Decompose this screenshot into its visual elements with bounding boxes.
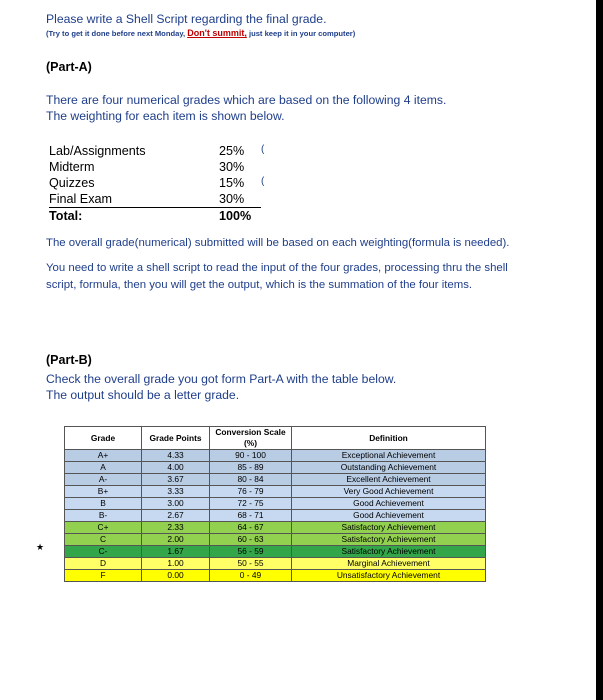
table-row xyxy=(65,462,486,474)
header-definition: Definition xyxy=(292,427,486,450)
cell-definition: Satisfactory Achievement xyxy=(292,534,486,546)
part-a-paragraph-2-line2: script, formula, then you will get the output, which is the summation of the four items. xyxy=(46,279,473,291)
deadline-note-prefix: (Try to get it done before next Monday, xyxy=(46,29,188,38)
weighting-label: Lab/Assignments xyxy=(49,144,146,158)
cell-grade: C- xyxy=(65,546,142,558)
table-row xyxy=(65,522,486,534)
table-row xyxy=(65,546,486,558)
deadline-note-emphasis: Don't summit, xyxy=(187,28,247,38)
header-grade-points: Grade Points xyxy=(142,427,210,450)
cell-definition: Very Good Achievement xyxy=(292,486,486,498)
part-a-paragraph-1: The overall grade(numerical) submitted will be based on each weighting(formula is needed). xyxy=(46,237,510,249)
cell-grade: A- xyxy=(65,474,142,486)
cell-scale: 85 - 89 xyxy=(210,462,292,474)
cell-scale: 90 - 100 xyxy=(210,450,292,462)
table-row xyxy=(65,510,486,522)
document-title: Please write a Shell Script regarding the final grade. xyxy=(46,12,327,26)
cell-definition: Satisfactory Achievement xyxy=(292,522,486,534)
part-b-line2: The output should be a letter grade. xyxy=(46,388,240,402)
cell-definition: Satisfactory Achievement xyxy=(292,546,486,558)
weighting-item xyxy=(49,191,261,208)
total-value: 100% xyxy=(219,209,252,223)
weighting-total xyxy=(49,208,261,224)
cell-definition: Good Achievement xyxy=(292,510,486,522)
grade-table-header xyxy=(65,427,486,450)
table-row xyxy=(65,570,486,582)
cell-points: 3.67 xyxy=(142,474,210,486)
part-a-paragraph-2-line1: You need to write a shell script to read the input of the four grades, processing thru the shell xyxy=(46,262,508,274)
cell-definition: Excellent Achievement xyxy=(292,474,486,486)
cell-scale: 50 - 55 xyxy=(210,558,292,570)
cell-scale: 60 - 63 xyxy=(210,534,292,546)
cell-scale: 56 - 59 xyxy=(210,546,292,558)
part-b-heading: (Part-B) xyxy=(46,353,92,367)
header-conversion-scale: Conversion Scale (%) xyxy=(210,427,292,450)
cell-grade: B xyxy=(65,498,142,510)
cell-points: 2.33 xyxy=(142,522,210,534)
header-grade: Grade xyxy=(65,427,142,450)
cell-scale: 68 - 71 xyxy=(210,510,292,522)
weighting-label: Midterm xyxy=(49,160,95,174)
cell-points: 0.00 xyxy=(142,570,210,582)
cell-grade: A xyxy=(65,462,142,474)
cell-grade: A+ xyxy=(65,450,142,462)
cell-definition: Exceptional Achievement xyxy=(292,450,486,462)
weighting-value: 15% xyxy=(219,176,245,190)
cell-definition: Marginal Achievement xyxy=(292,558,486,570)
weighting-item xyxy=(49,175,265,191)
part-a-heading: (Part-A) xyxy=(46,60,92,74)
cell-grade: C+ xyxy=(65,522,142,534)
cell-definition: Unsatisfactory Achievement xyxy=(292,570,486,582)
cell-points: 4.33 xyxy=(142,450,210,462)
cell-points: 2.67 xyxy=(142,510,210,522)
cell-points: 3.00 xyxy=(142,498,210,510)
cell-grade: B- xyxy=(65,510,142,522)
cell-grade: D xyxy=(65,558,142,570)
cell-scale: 0 - 49 xyxy=(210,570,292,582)
cell-definition: Good Achievement xyxy=(292,498,486,510)
deadline-note-suffix: just keep it in your computer) xyxy=(246,29,356,38)
weighting-value: 30% xyxy=(219,192,245,206)
table-row xyxy=(65,474,486,486)
weighting-label: Quizzes xyxy=(49,176,95,190)
cell-scale: 76 - 79 xyxy=(210,486,292,498)
deadline-note xyxy=(46,28,355,38)
weighting-value: 25% xyxy=(219,144,245,158)
weighting-value: 30% xyxy=(219,160,245,174)
cell-definition: Outstanding Achievement xyxy=(292,462,486,474)
weighting-list xyxy=(49,143,265,224)
cell-grade: F xyxy=(65,570,142,582)
table-row xyxy=(65,450,486,462)
grade-table xyxy=(64,426,486,582)
star-marker: ★ xyxy=(36,542,45,552)
table-row xyxy=(65,558,486,570)
cell-grade: C xyxy=(65,534,142,546)
part-a-intro-line2: The weighting for each item is shown below. xyxy=(46,109,285,123)
weighting-paren: ( xyxy=(261,176,265,187)
weighting-item xyxy=(49,143,265,159)
weighting-label: Final Exam xyxy=(49,192,112,206)
window-edge xyxy=(596,0,603,700)
cell-scale: 64 - 67 xyxy=(210,522,292,534)
part-b-line1: Check the overall grade you got form Part-A with the table below. xyxy=(46,372,397,386)
cell-scale: 72 - 75 xyxy=(210,498,292,510)
table-row xyxy=(65,486,486,498)
grade-table-body xyxy=(65,450,486,582)
cell-points: 4.00 xyxy=(142,462,210,474)
cell-grade: B+ xyxy=(65,486,142,498)
part-a-intro-line1: There are four numerical grades which are based on the following 4 items. xyxy=(46,93,447,107)
cell-points: 3.33 xyxy=(142,486,210,498)
weighting-item xyxy=(49,159,261,175)
cell-points: 1.67 xyxy=(142,546,210,558)
cell-points: 2.00 xyxy=(142,534,210,546)
table-row xyxy=(65,498,486,510)
total-label: Total: xyxy=(49,209,83,223)
cell-scale: 80 - 84 xyxy=(210,474,292,486)
weighting-paren: ( xyxy=(261,144,265,155)
cell-points: 1.00 xyxy=(142,558,210,570)
table-row xyxy=(65,534,486,546)
